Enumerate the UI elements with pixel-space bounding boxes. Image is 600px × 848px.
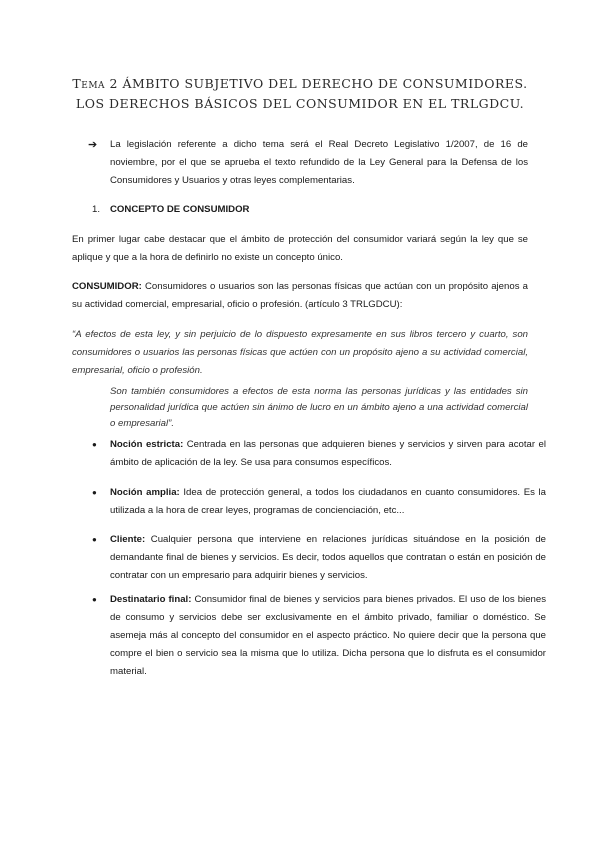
list-item-term: Destinatario final: xyxy=(110,594,192,605)
list-item xyxy=(92,591,546,681)
bullet-icon: ● xyxy=(92,595,97,604)
definition-term: CONSUMIDOR: xyxy=(72,281,142,292)
bullet-icon: ● xyxy=(92,488,97,497)
list-item xyxy=(92,484,546,520)
list-item-text: Idea de protección general, a todos los ciudadanos en cuanto consumidores. Es la utilizada a la hora de crear leyes, programas de concienciación, etc... xyxy=(110,487,546,516)
definition-text: Consumidores o usuarios son las personas físicas que actúan con un propósito ajenos a su actividad comercial, empresarial, oficio o profesión. (artículo 3 TRLGDCU): xyxy=(72,281,528,310)
list-item xyxy=(92,436,546,472)
list-item-term: Cliente: xyxy=(110,534,146,545)
bullet-icon: ● xyxy=(92,535,97,544)
intro-text: La legislación referente a dicho tema será el Real Decreto Legislativo 1/2007, de 16 de noviembre, por el que se aprueba el texto refundido de la Ley General para la Defensa de los Consumidores y Usuarios y otras leyes complementarias. xyxy=(110,139,528,186)
section-title: CONCEPTO DE CONSUMIDOR xyxy=(110,204,250,215)
intro-block xyxy=(88,136,528,190)
document-title: Tema 2 ÁMBITO SUBJETIVO DEL DERECHO DE CONSUMIDORES. LOS DERECHOS BÁSICOS DEL CONSUMIDOR EN EL TRLGDCU. xyxy=(72,76,528,111)
list-item-term: Noción amplia: xyxy=(110,487,180,498)
list-item-text: Consumidor final de bienes y servicios para bienes privados. El uso de los bienes de consumo y servicios debe ser exclusivamente en el ámbito privado, familiar o doméstico. Se asemeja más al concepto del consumidor en el aspecto práctico. No quiere decir que la persona que compre el bien o servicio sea la misma que lo utiliza. Dicha persona que lo disfruta es el consumidor material. xyxy=(110,594,546,677)
list-item xyxy=(92,531,546,585)
bullet-icon: ● xyxy=(92,440,97,449)
legal-quote-1: “A efectos de esta ley, y sin perjuicio de lo dispuesto expresamente en sus libros tercero y cuarto, son consumidores o usuarios las personas físicas que actúen con un propósito ajeno a su actividad comercial, empresarial, oficio o profesión. xyxy=(72,329,528,376)
list-item-text: Cualquier persona que interviene en relaciones jurídicas situándose en la posición de demandante final de bienes y servicios. Es decir, todos aquellos que contratan o están en posición de contratar con un empresario para adquirir bienes y servicios. xyxy=(110,534,546,581)
legal-quote-2: Son también consumidores a efectos de esta norma las personas jurídicas y las entidades sin personalidad jurídica que actúen sin ánimo de lucro en un ámbito ajeno a una actividad comercial o empresarial”. xyxy=(110,386,528,429)
section-heading xyxy=(92,203,249,217)
paragraph-intro: En primer lugar cabe destacar que el ámbito de protección del consumidor variará según la ley que se aplique y que a la hora de definirlo no existe un concepto único. xyxy=(72,234,528,263)
paragraph-consumer-definition xyxy=(72,278,528,314)
list-item-term: Noción estricta: xyxy=(110,439,184,450)
section-number: 1. xyxy=(92,204,101,215)
right-arrow-icon: ➔ xyxy=(88,139,98,151)
list-item-text: Centrada en las personas que adquieren bienes y servicios y sirven para acotar el ámbito de aplicación de la ley. Se usa para consumos específicos. xyxy=(110,439,546,468)
